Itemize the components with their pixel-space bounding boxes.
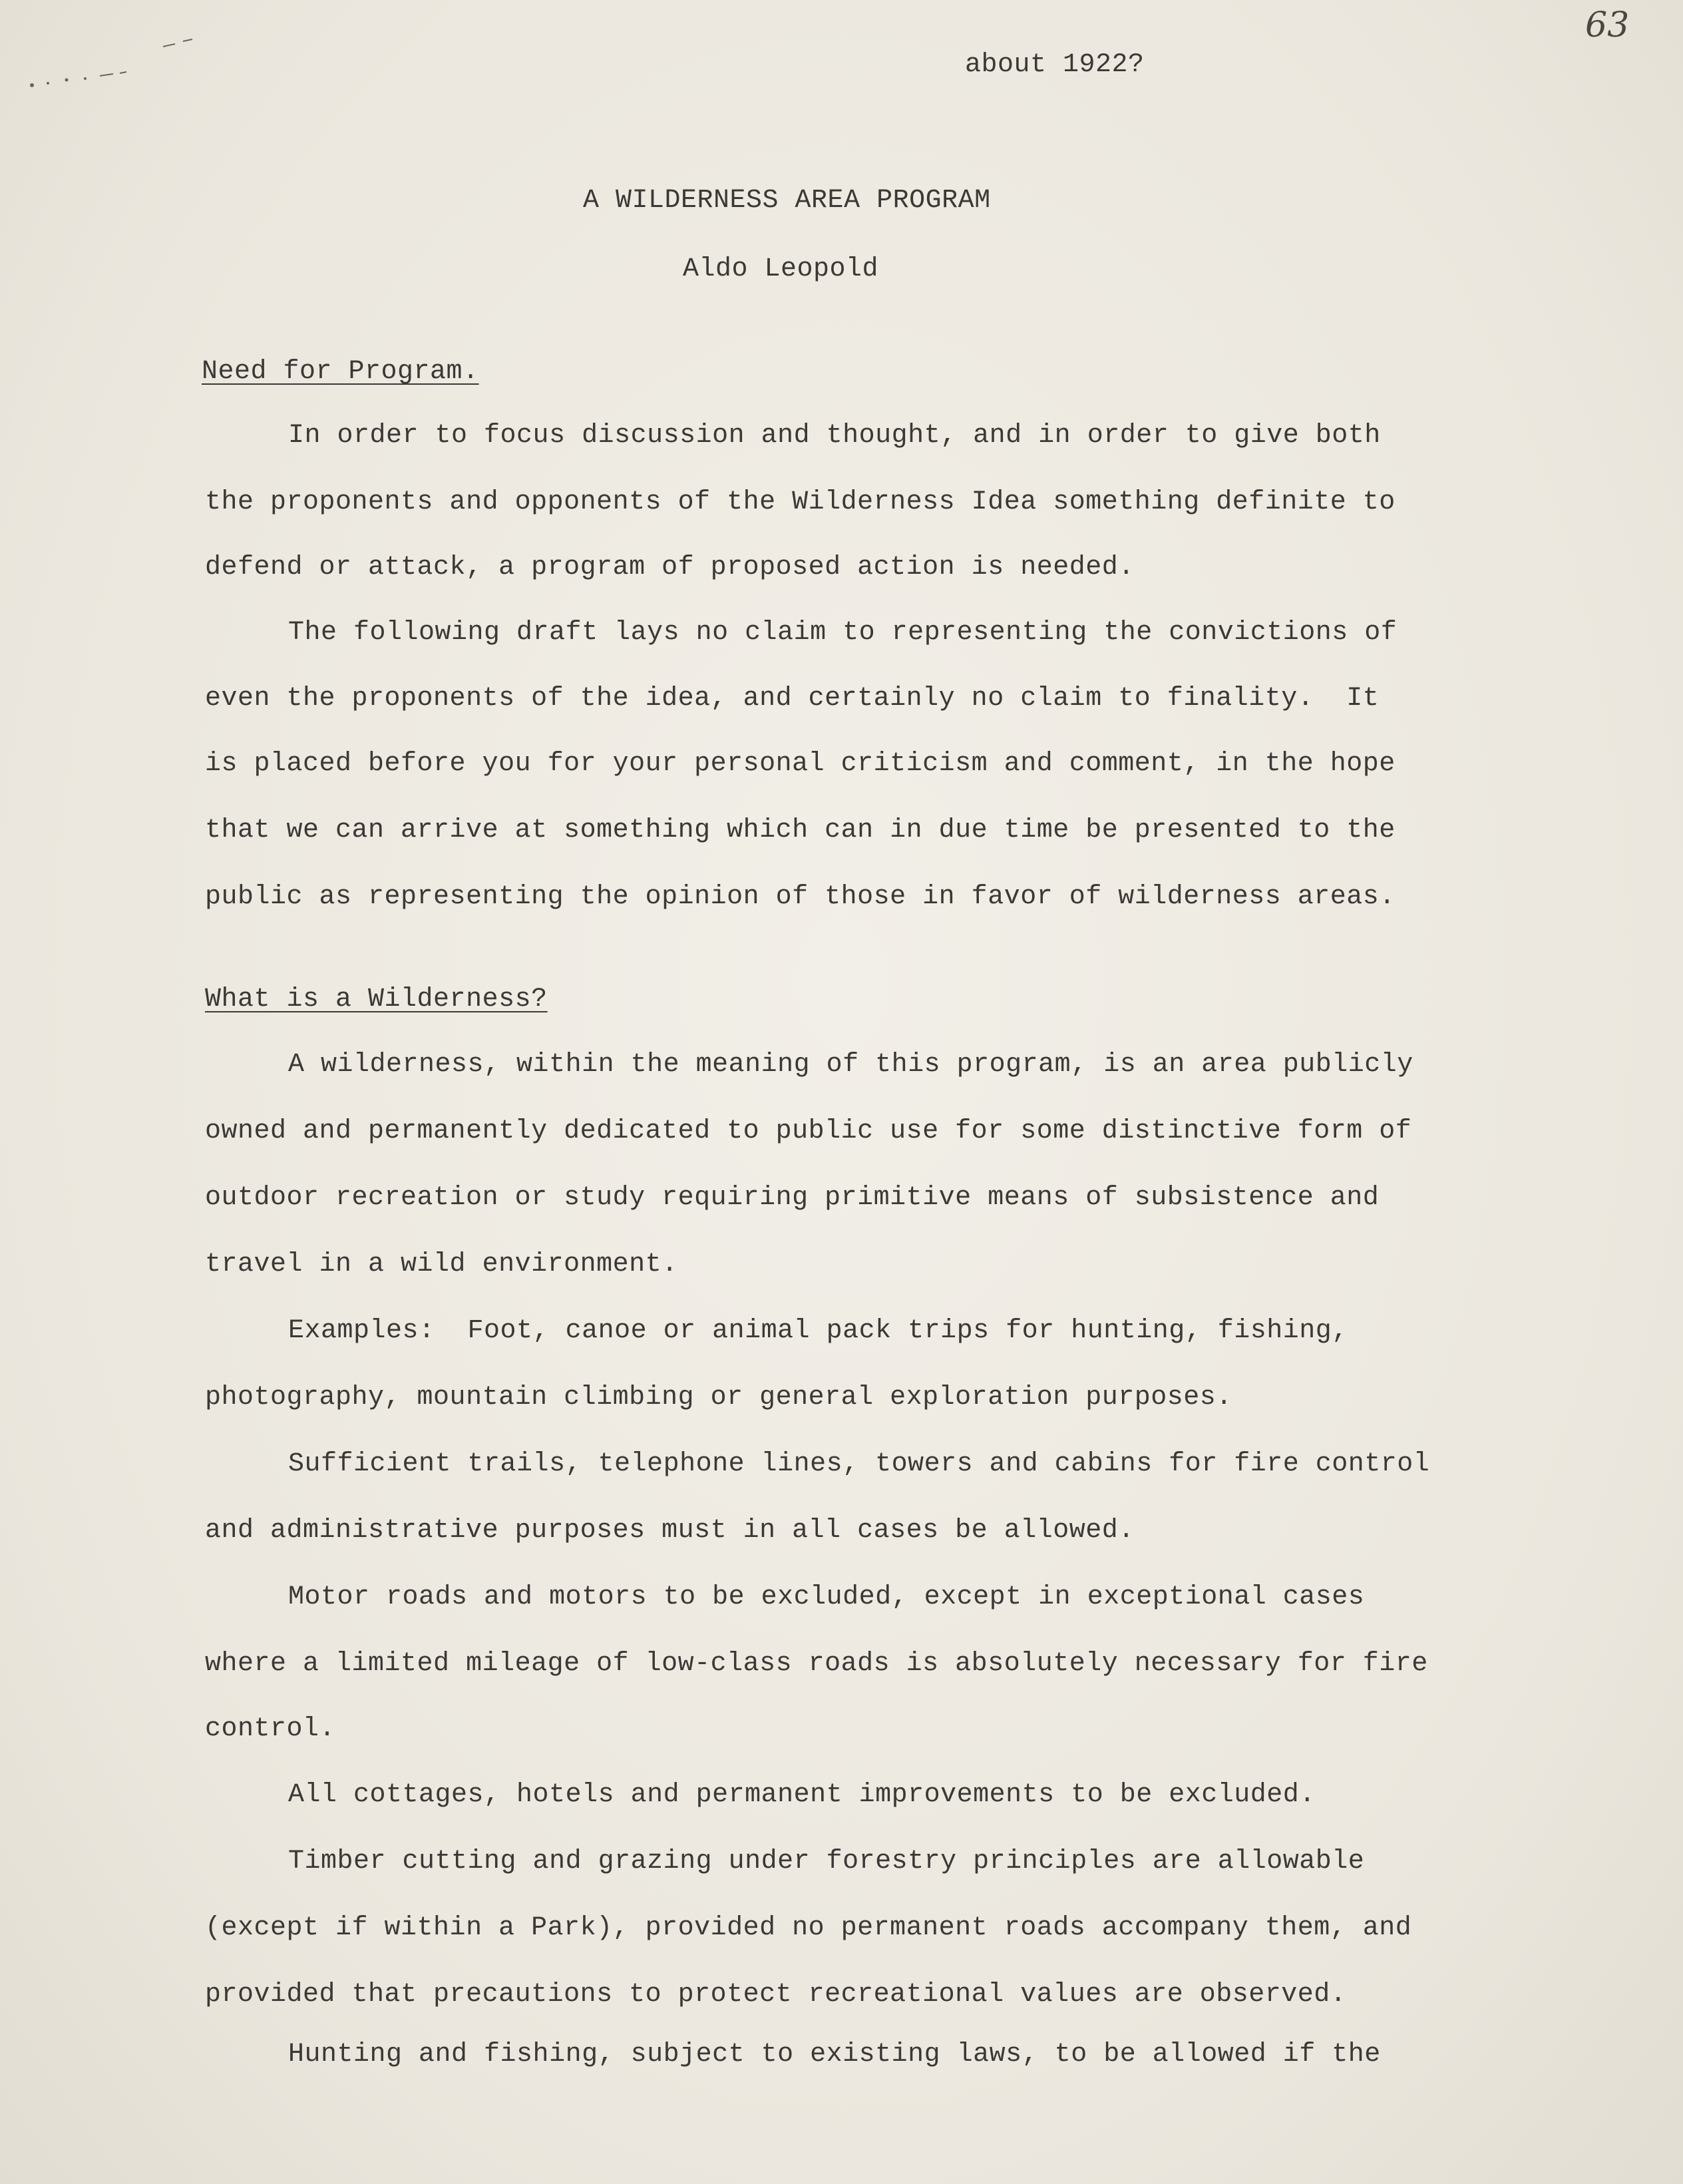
section-heading-what-is-a-wilderness: What is a Wilderness? <box>205 984 548 1014</box>
paragraph-line: Motor roads and motors to be excluded, except in exceptional cases <box>288 1582 1365 1612</box>
paragraph-line: (except if within a Park), provided no permanent roads accompany them, and <box>205 1913 1412 1943</box>
paragraph-line: Examples: Foot, canoe or animal pack trips for hunting, fishing, <box>288 1316 1348 1346</box>
paragraph-line: owned and permanently dedicated to public use for some distinctive form of <box>205 1116 1412 1146</box>
paragraph-line: that we can arrive at something which can in due time be presented to the <box>205 815 1396 845</box>
paragraph-line: where a limited mileage of low-class roads is absolutely necessary for fire <box>205 1649 1428 1679</box>
paragraph-line: provided that precautions to protect recreational values are observed. <box>205 1980 1347 2010</box>
paragraph-line: The following draft lays no claim to representing the convictions of <box>288 618 1398 648</box>
paragraph-line: All cottages, hotels and permanent improvements to be excluded. <box>288 1780 1316 1810</box>
paragraph-line: the proponents and opponents of the Wilderness Idea something definite to <box>205 487 1396 517</box>
paragraph-line: In order to focus discussion and thought, and in order to give both <box>288 421 1381 451</box>
paragraph-line: Timber cutting and grazing under forestry principles are allowable <box>288 1847 1365 1876</box>
date-note: about 1922? <box>965 50 1145 80</box>
paragraph-line: Hunting and fishing, subject to existing laws, to be allowed if the <box>288 2040 1381 2070</box>
paragraph-line: defend or attack, a program of proposed action is needed. <box>205 552 1135 582</box>
paragraph-line: public as representing the opinion of those in favor of wilderness areas. <box>205 882 1396 912</box>
ink-specks <box>20 27 220 107</box>
paragraph-line: travel in a wild environment. <box>205 1249 678 1279</box>
paragraph-line: outdoor recreation or study requiring primitive means of subsistence and <box>205 1183 1380 1213</box>
paragraph-line: A wilderness, within the meaning of this program, is an area publicly <box>288 1050 1413 1080</box>
paragraph-line: and administrative purposes must in all cases be allowed. <box>205 1516 1135 1546</box>
paragraph-line: Sufficient trails, telephone lines, towers and cabins for fire control <box>288 1449 1430 1479</box>
page-number: 63 <box>1585 5 1630 45</box>
section-heading-need-for-program: Need for Program. <box>202 357 479 387</box>
paragraph-line: even the proponents of the idea, and certainly no claim to finality. It <box>205 684 1380 714</box>
paragraph-line: photography, mountain climbing or general exploration purposes. <box>205 1383 1232 1413</box>
paragraph-line: is placed before you for your personal criticism and comment, in the hope <box>205 749 1396 779</box>
paragraph-line: control. <box>205 1714 336 1744</box>
document-title: A WILDERNESS AREA PROGRAM <box>583 186 991 216</box>
author-name: Aldo Leopold <box>683 254 879 284</box>
